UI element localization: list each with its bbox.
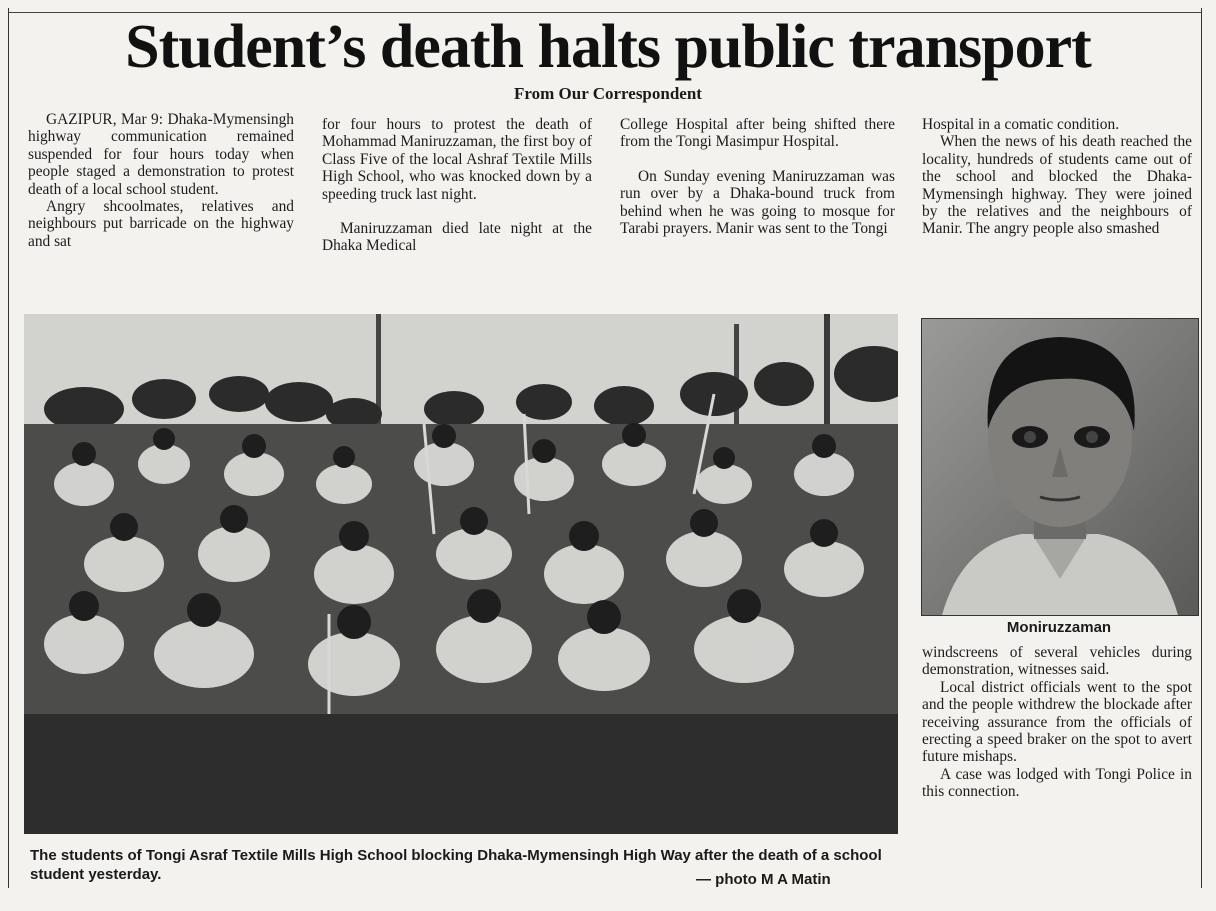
article-column-1 [28, 111, 294, 250]
portrait-caption: Moniruzzaman [1006, 619, 1112, 636]
paragraph: Maniruzzaman died late night at the Dhaka Medical [322, 220, 592, 255]
paragraph: windscreens of several vehicles during demonstration, witnesses said. [922, 644, 1192, 679]
paragraph: On Sunday evening Maniruzzaman was run over by a Dhaka-bound truck from behind when he was going to mosque for Tarabi prayers. Manir was sent to the Tongi [620, 167, 895, 238]
left-border [8, 8, 9, 888]
photo-credit: — photo M A Matin [696, 871, 831, 888]
paragraph: A case was lodged with Tongi Police in this connection. [922, 765, 1192, 801]
byline: From Our Correspondent [514, 84, 702, 103]
headline: Student’s death halts public transport [125, 13, 1091, 81]
right-border [1201, 8, 1202, 888]
photo-caption: The students of Tongi Asraf Textile Mills High School blocking Dhaka-Mymensingh High Way after the death of a school student yesterday. [30, 847, 882, 883]
paragraph: Local district officials went to the spot and the people withdrew the blockade after receiving assurance from the officials of erecting a speed braker on the spot to avert future mishaps. [922, 678, 1192, 766]
boy-portrait-illustration [922, 319, 1198, 615]
portrait-photo [921, 318, 1199, 616]
paragraph: Hospital in a comatic condition. [922, 116, 1120, 133]
article-column-4-continued [922, 644, 1192, 801]
article-column-3 [620, 116, 895, 237]
article-column-4 [922, 116, 1192, 238]
paragraph: College Hospital after being shifted there from the Tongi Masimpur Hospital. [620, 116, 895, 151]
paragraph: When the news of his death reached the locality, hundreds of students came out of the school and blocked the Dhaka-Mymensingh highway. They were joined by the relatives and the neighbours of Manir. The angry people also smashed [922, 133, 1192, 238]
crowd-photo-illustration [24, 314, 898, 834]
paragraph: Angry shcoolmates, relatives and neighbours put barricade on the highway and sat [28, 198, 294, 250]
paragraph: GAZIPUR, Mar 9: Dhaka-Mymensingh highway communication remained suspended for four hours today when people staged a demonstration to protest death of a local school student. [28, 111, 294, 198]
paragraph: for four hours to protest the death of Mohammad Maniruzzaman, the first boy of Class Five of the local Ashraf Textile Mills High School, who was knocked down by a speeding truck last night. [322, 116, 592, 203]
article-column-2 [322, 116, 592, 255]
crowd-photo [24, 314, 898, 834]
